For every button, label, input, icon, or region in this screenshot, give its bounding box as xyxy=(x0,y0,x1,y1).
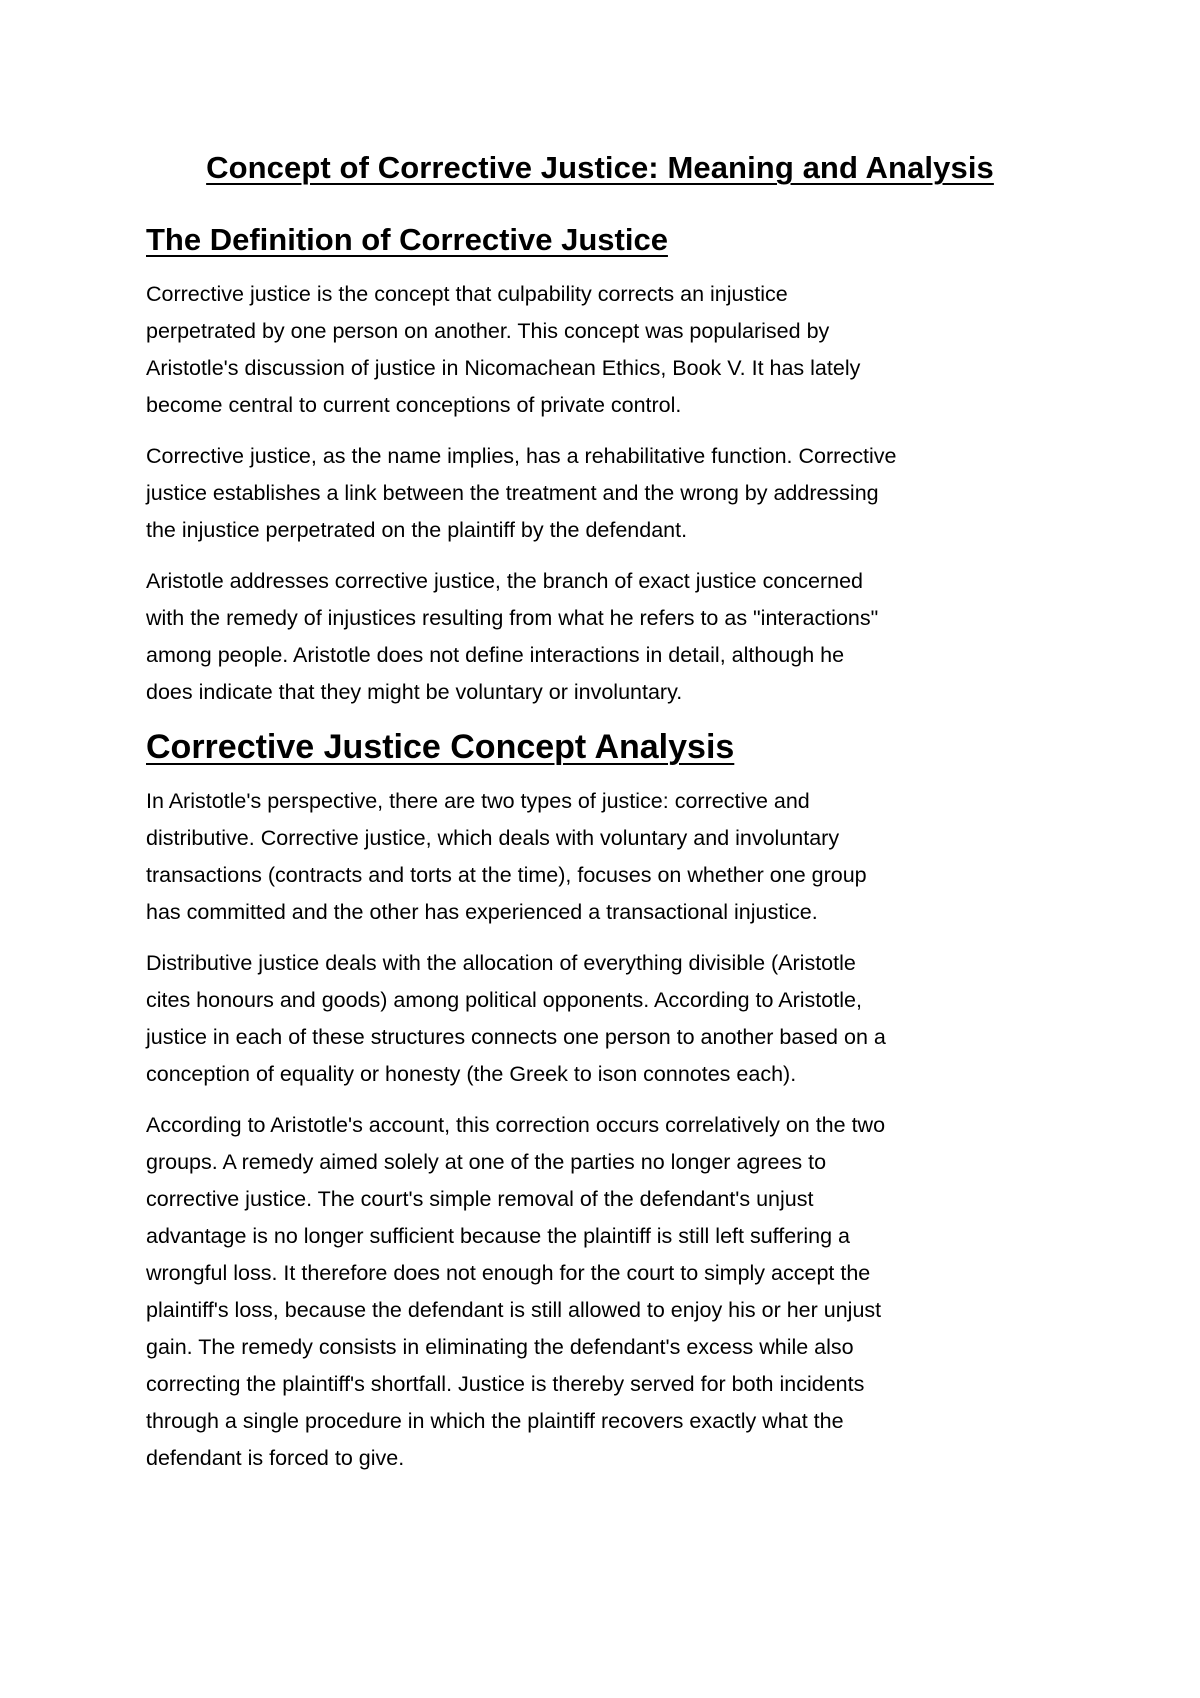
text-line: gain. The remedy consists in eliminating the defendant's excess while also xyxy=(146,1335,854,1359)
section-heading-analysis: Corrective Justice Concept Analysis xyxy=(146,728,735,766)
document-title: Concept of Corrective Justice: Meaning and Analysis xyxy=(206,150,994,185)
text-line: Distributive justice deals with the allocation of everything divisible (Aristotle xyxy=(146,951,856,975)
text-line: has committed and the other has experienced a transactional injustice. xyxy=(146,900,818,924)
text-line: According to Aristotle's account, this correction occurs correlatively on the two xyxy=(146,1113,886,1137)
text-line: cites honours and goods) among political opponents. According to Aristotle, xyxy=(146,988,862,1012)
text-line: justice in each of these structures connects one person to another based on a xyxy=(146,1025,886,1049)
paragraph xyxy=(146,438,1066,549)
section-heading-definition: The Definition of Corrective Justice xyxy=(146,222,668,257)
text-line: In Aristotle's perspective, there are two types of justice: corrective and xyxy=(146,789,810,813)
text-line: advantage is no longer sufficient because the plaintiff is still left suffering a xyxy=(146,1224,850,1248)
text-line: the injustice perpetrated on the plaintiff by the defendant. xyxy=(146,518,688,542)
text-line: plaintiff's loss, because the defendant is still allowed to enjoy his or her unjust xyxy=(146,1298,882,1322)
document-body xyxy=(146,220,1066,1491)
text-line: Corrective justice is the concept that culpability corrects an injustice xyxy=(146,282,788,306)
text-line: with the remedy of injustices resulting from what he refers to as "interactions" xyxy=(146,606,879,630)
paragraph xyxy=(146,1107,1066,1477)
text-line: groups. A remedy aimed solely at one of the parties no longer agrees to xyxy=(146,1150,827,1174)
text-line: conception of equality or honesty (the Greek to ison connotes each). xyxy=(146,1062,797,1086)
paragraph xyxy=(146,563,1066,711)
text-line: perpetrated by one person on another. This concept was popularised by xyxy=(146,319,830,343)
text-line: transactions (contracts and torts at the time), focuses on whether one group xyxy=(146,863,867,887)
text-line: distributive. Corrective justice, which deals with voluntary and involuntary xyxy=(146,826,840,850)
text-line: wrongful loss. It therefore does not enough for the court to simply accept the xyxy=(146,1261,871,1285)
text-line: does indicate that they might be voluntary or involuntary. xyxy=(146,680,683,704)
text-line: Aristotle's discussion of justice in Nicomachean Ethics, Book V. It has lately xyxy=(146,356,861,380)
text-line: Aristotle addresses corrective justice, the branch of exact justice concerned xyxy=(146,569,864,593)
text-line: correcting the plaintiff's shortfall. Justice is thereby served for both incidents xyxy=(146,1372,865,1396)
paragraph xyxy=(146,276,1066,424)
text-line: justice establishes a link between the treatment and the wrong by addressing xyxy=(146,481,879,505)
text-line: Corrective justice, as the name implies, has a rehabilitative function. Corrective xyxy=(146,444,897,468)
text-line: defendant is forced to give. xyxy=(146,1446,405,1470)
text-line: become central to current conceptions of private control. xyxy=(146,393,682,417)
text-line: corrective justice. The court's simple removal of the defendant's unjust xyxy=(146,1187,814,1211)
paragraph xyxy=(146,945,1066,1093)
paragraph xyxy=(146,783,1066,931)
text-line: among people. Aristotle does not define interactions in detail, although he xyxy=(146,643,845,667)
text-line: through a single procedure in which the plaintiff recovers exactly what the xyxy=(146,1409,844,1433)
